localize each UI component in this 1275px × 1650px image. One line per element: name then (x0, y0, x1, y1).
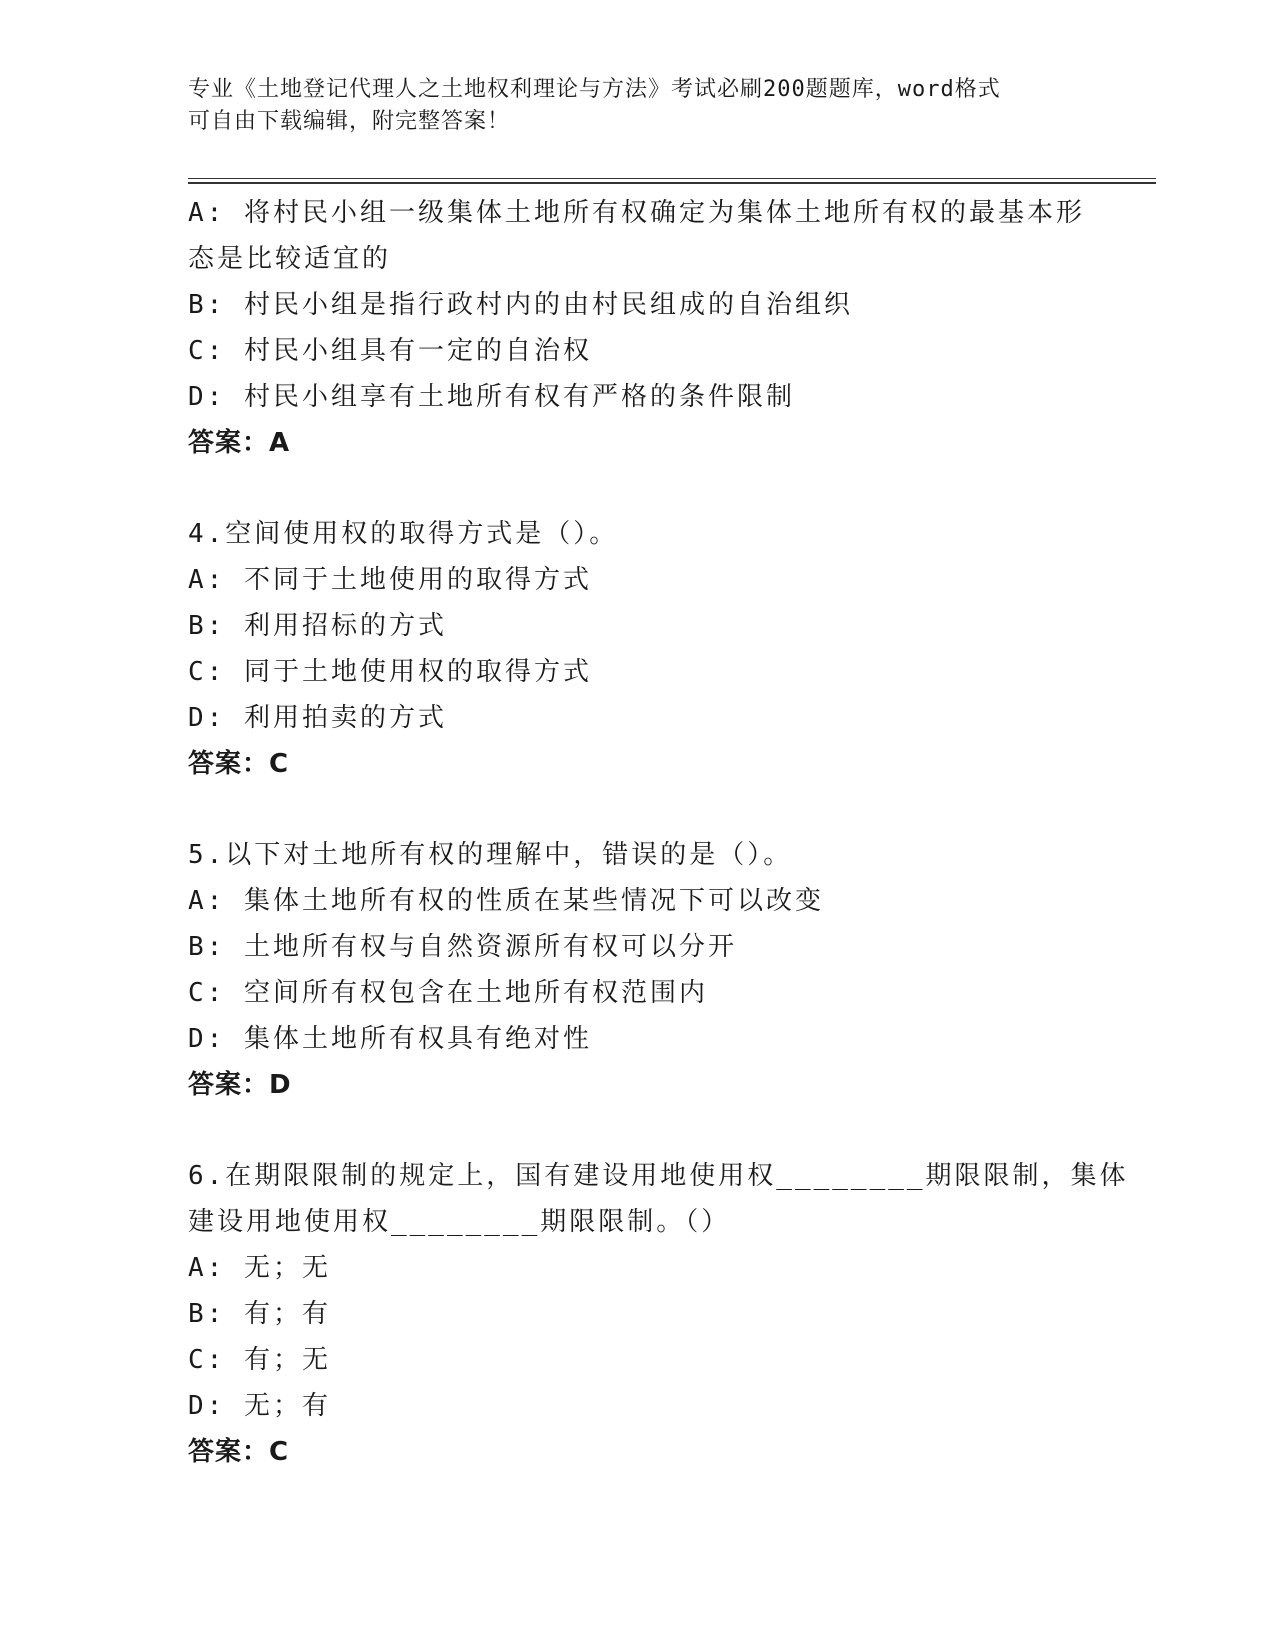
header-title-line-1: 专业《土地登记代理人之土地权利理论与方法》考试必刷200题题库，word格式 (188, 77, 1001, 102)
question-text: 6.在期限限制的规定上，国有建设用地使用权________期限限制，集体 (188, 1161, 1129, 1191)
header-divider (188, 178, 1156, 184)
option-a: A: 集体土地所有权的性质在某些情况下可以改变 (188, 886, 824, 916)
option-d: D: 利用拍卖的方式 (188, 703, 447, 733)
question-text-continued: 建设用地使用权________期限限制。（） (188, 1207, 731, 1237)
option-a: A: 无；无 (188, 1253, 331, 1283)
document-header (188, 74, 1088, 138)
spacer (188, 1108, 1088, 1153)
answer: 答案：C (188, 749, 290, 779)
option-c: C: 同于土地使用权的取得方式 (188, 657, 592, 687)
question-4 (188, 511, 1088, 787)
option-a-continued: 态是比较适宜的 (188, 244, 392, 274)
question-5 (188, 832, 1088, 1108)
option-c: C: 空间所有权包含在土地所有权范围内 (188, 978, 708, 1008)
option-d: D: 集体土地所有权具有绝对性 (188, 1024, 592, 1054)
answer: 答案：A (188, 428, 291, 458)
option-a: A: 将村民小组一级集体土地所有权确定为集体土地所有权的最基本形 (188, 198, 1085, 228)
option-c: C: 村民小组具有一定的自治权 (188, 336, 592, 366)
option-a: A: 不同于土地使用的取得方式 (188, 565, 592, 595)
header-title-line-2: 可自由下载编辑，附完整答案！ (188, 109, 511, 134)
question-list (188, 190, 1129, 1475)
question-text: 5.以下对土地所有权的理解中，错误的是（）。 (188, 840, 793, 870)
answer: 答案：D (188, 1070, 292, 1100)
answer: 答案：C (188, 1437, 290, 1467)
question-text: 4.空间使用权的取得方式是（）。 (188, 519, 619, 549)
option-d: D: 无；有 (188, 1391, 331, 1421)
option-b: B: 有；有 (188, 1299, 331, 1329)
option-b: B: 利用招标的方式 (188, 611, 447, 641)
spacer (188, 466, 1088, 511)
option-b: B: 土地所有权与自然资源所有权可以分开 (188, 932, 737, 962)
spacer (188, 787, 1088, 832)
option-b: B: 村民小组是指行政村内的由村民组成的自治组织 (188, 290, 853, 320)
option-d: D: 村民小组享有土地所有权有严格的条件限制 (188, 382, 795, 412)
question-6 (188, 1153, 1129, 1475)
option-c: C: 有；无 (188, 1345, 331, 1375)
question-3 (188, 190, 1088, 466)
